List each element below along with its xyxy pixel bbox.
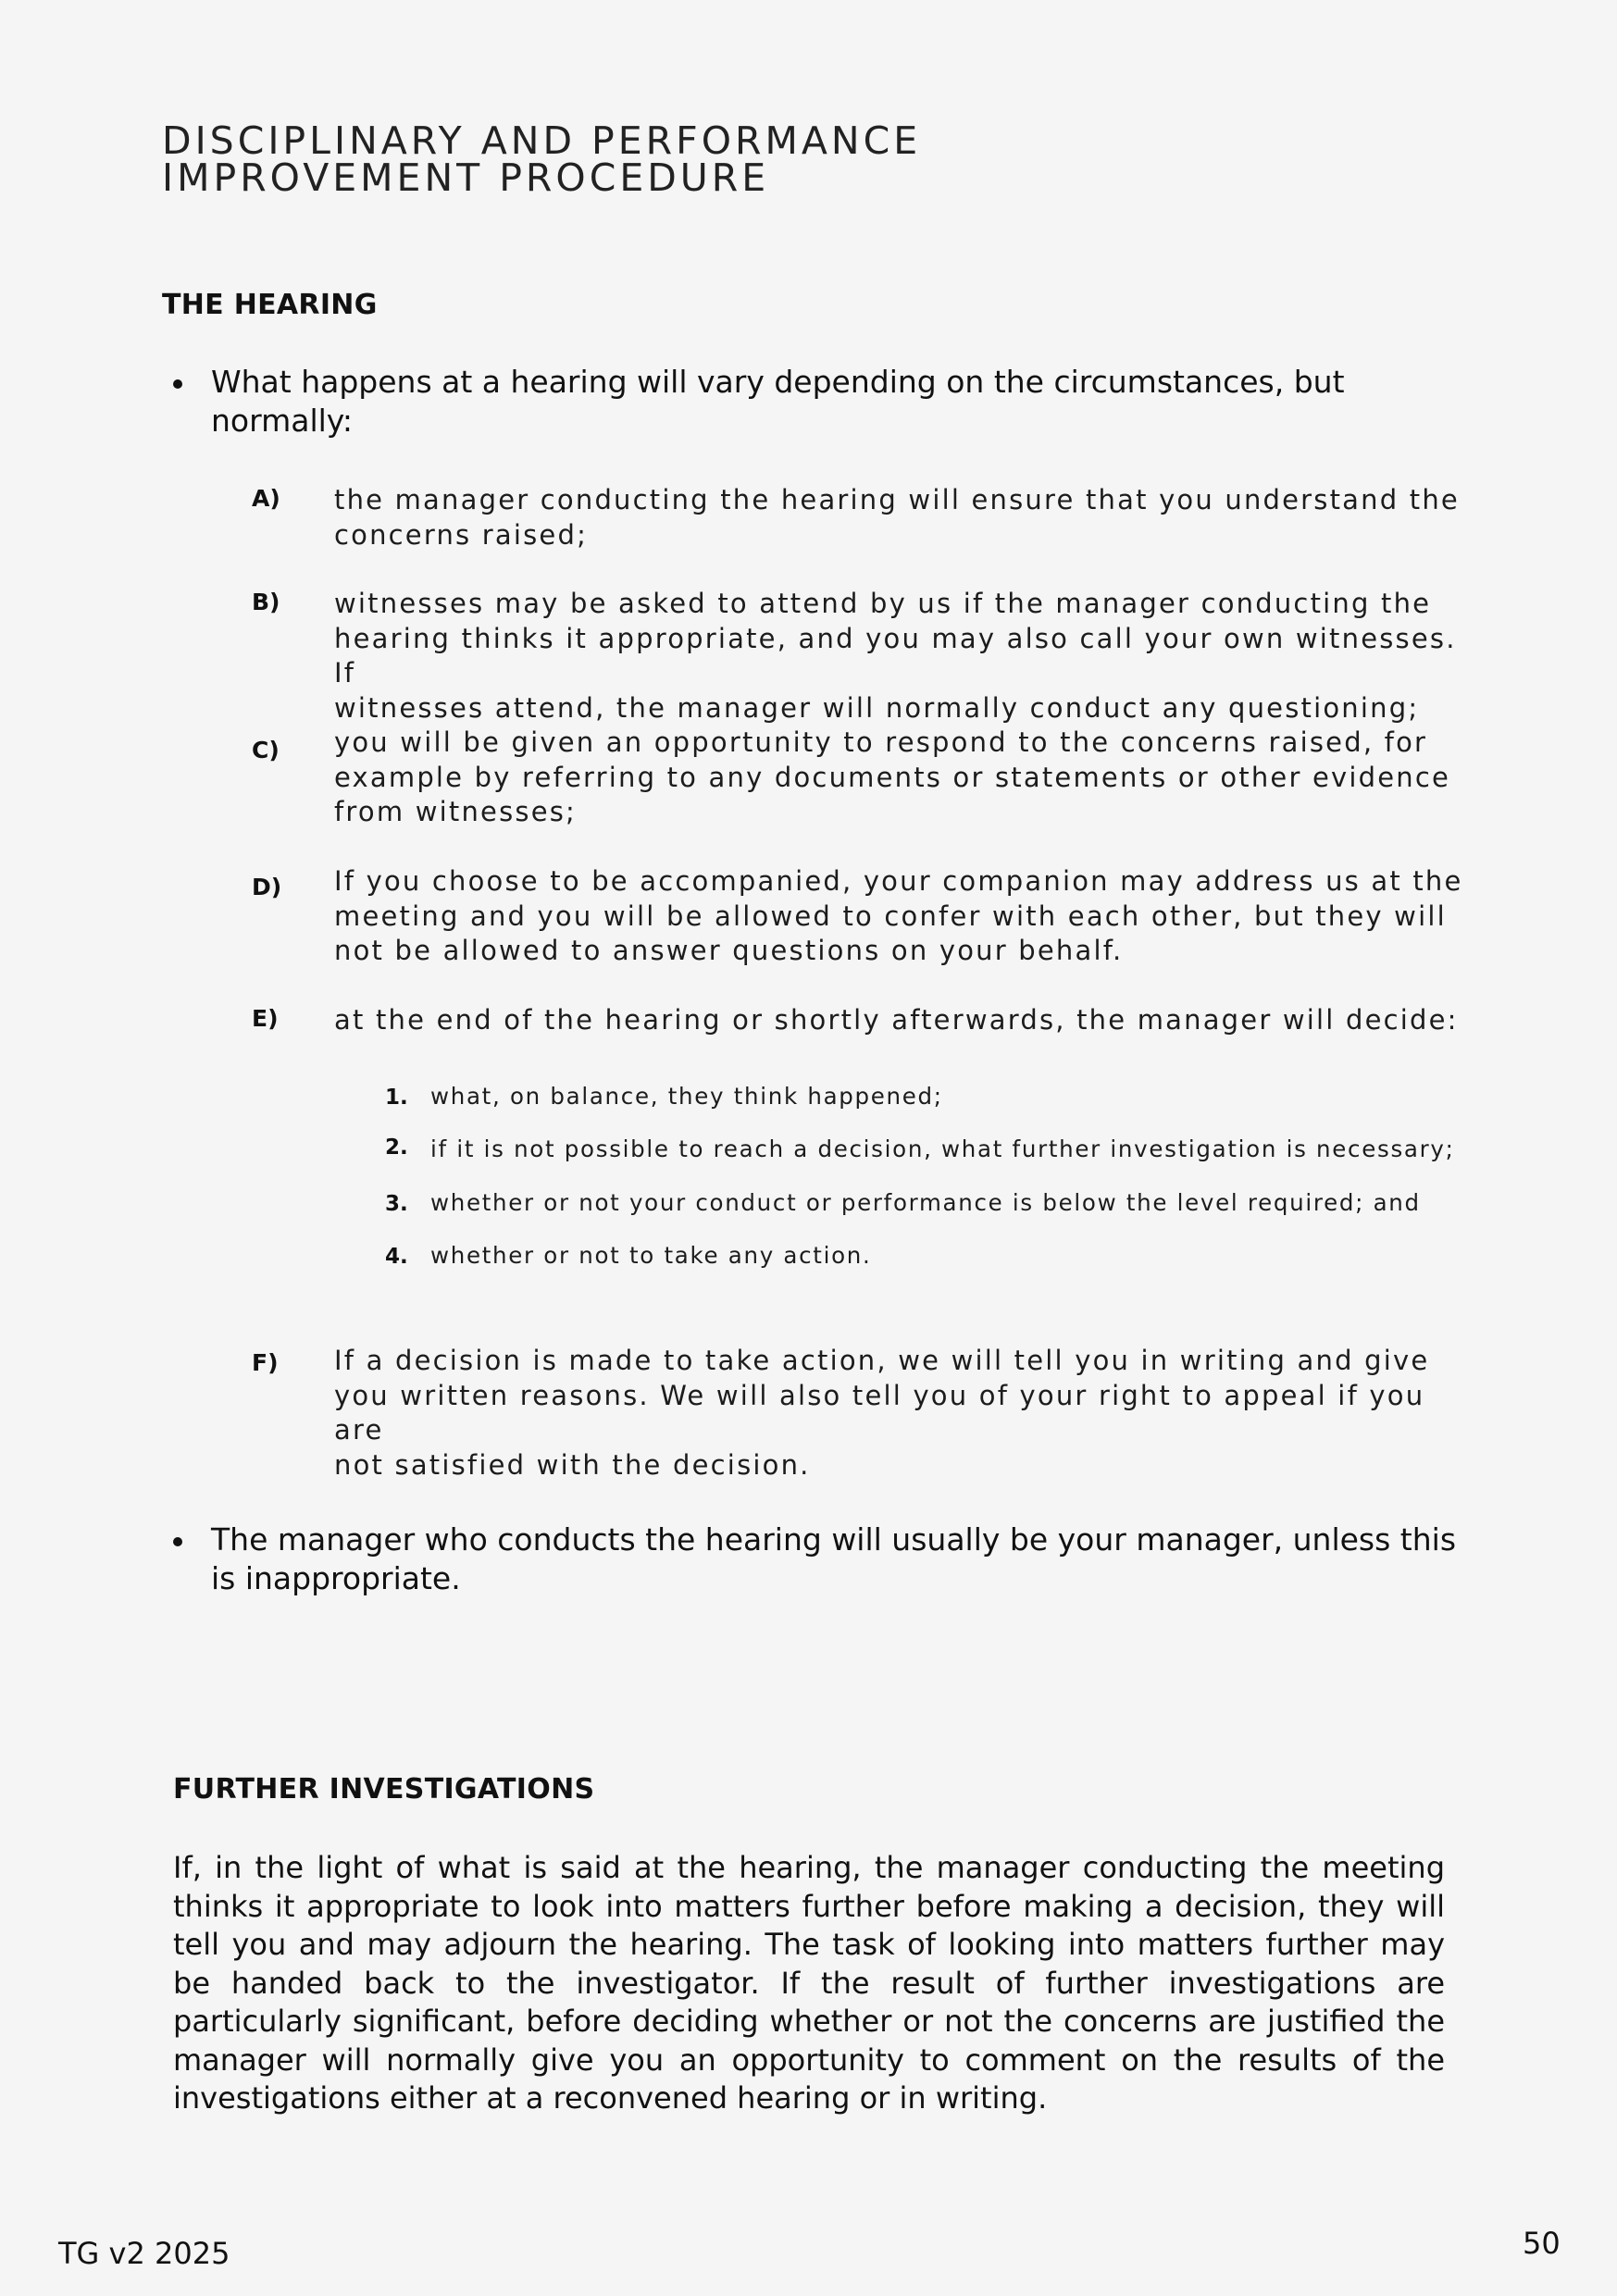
- page-title-line-1: DISCIPLINARY AND PERFORMANCE: [162, 118, 922, 163]
- sub-list-number: 4.: [385, 1245, 408, 1269]
- list-item-label: A): [252, 485, 280, 512]
- list-item-label: E): [252, 1005, 279, 1032]
- footer-version: TG v2 2025: [58, 2236, 230, 2271]
- sub-list-number: 1.: [385, 1086, 408, 1110]
- sub-list-text: what, on balance, they think happened;: [430, 1083, 943, 1110]
- sub-list-text: if it is not possible to reach a decision, what further investigation is necessary;: [430, 1136, 1455, 1162]
- list-item-text: witnesses may be asked to attend by us if the manager conducting the hearing thinks it appropriate, and you may also call your own witnesses. If witnesses attend, the manager will normally conduct any questioning;: [334, 588, 1457, 724]
- sub-list-number: 3.: [385, 1192, 408, 1216]
- section-heading-hearing: THE HEARING: [162, 289, 378, 321]
- list-item-text: at the end of the hearing or shortly afterwards, the manager will decide:: [334, 1004, 1459, 1036]
- bullet-text: The manager who conducts the hearing will usually be your manager, unless this is inappropriate.: [211, 1521, 1457, 1596]
- list-item-text: If you choose to be accompanied, your companion may address us at the meeting and you will be allowed to confer with each other, but they will not be allowed to answer questions on your behalf.: [334, 865, 1463, 966]
- list-item-text: you will be given an opportunity to respond to the concerns raised, for example by referring to any documents or statements or other evidence from witnesses;: [334, 726, 1451, 827]
- list-item-text: If a decision is made to take action, we will tell you in writing and give you written reasons. We will also tell you of your right to appeal if you are not satisfied with the decision.: [334, 1345, 1430, 1481]
- bullet-text: What happens at a hearing will vary depending on the circumstances, but normally:: [211, 364, 1345, 439]
- further-investigations-paragraph: If, in the light of what is said at the hearing, the manager conducting the meeting thinks it appropriate to look into matters further before making a decision, they will tell you and may adjourn the hearing. The task of looking into matters further may be handed back to the investigator. If the result of further investigations are particularly significant, before deciding whether or not the concerns are justified the manager will normally give you an opportunity to comment on the results of the investigations either at a reconvened hearing or in writing.: [173, 1850, 1445, 2116]
- sub-list-number: 2.: [385, 1136, 408, 1160]
- list-item-label: F): [252, 1349, 279, 1376]
- bullet-icon: [173, 1537, 182, 1546]
- page-number: 50: [1523, 2226, 1561, 2261]
- page-title-line-2: IMPROVEMENT PROCEDURE: [162, 155, 770, 200]
- page-title: [162, 118, 1458, 200]
- sub-list-text: whether or not your conduct or performance is below the level required; and: [430, 1189, 1421, 1216]
- sub-list-text: whether or not to take any action.: [430, 1242, 872, 1269]
- bullet-icon: [173, 379, 182, 389]
- list-item-label: B): [252, 589, 280, 615]
- list-item-label: C): [252, 737, 280, 763]
- section-heading-further-investigations: FURTHER INVESTIGATIONS: [173, 1773, 595, 1806]
- list-item-label: D): [252, 874, 282, 900]
- list-item-text: the manager conducting the hearing will ensure that you understand the concerns raised;: [334, 484, 1460, 551]
